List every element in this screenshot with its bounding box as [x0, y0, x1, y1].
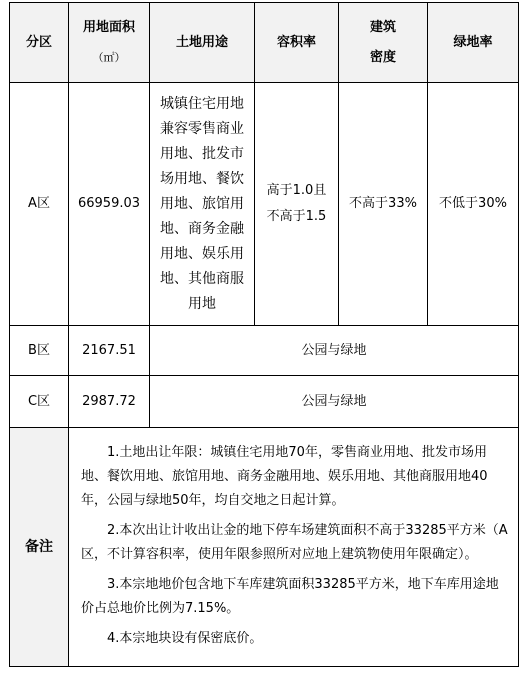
header-far: 容积率 [255, 3, 339, 83]
header-land-use: 土地用途 [150, 3, 255, 83]
header-green-ratio: 绿地率 [428, 3, 519, 83]
area-cell: 66959.03 [69, 83, 150, 326]
table-row-b [10, 326, 519, 376]
zone-cell: A区 [10, 83, 69, 326]
land-use-cell: 公园与绿地 [150, 376, 519, 428]
zone-cell: C区 [10, 376, 69, 428]
note-item: 3.本宗地地价包含地下车库建筑面积33285平方米，地下车库用途地价占总地价比例为7.15%。 [81, 577, 499, 616]
land-use-cell: 公园与绿地 [150, 326, 519, 376]
land-use-cell: 城镇住宅用地兼容零售商业用地、批发市场用地、餐饮用地、旅馆用地、商务金融用地、娱乐用地、其他商服用地 [150, 83, 255, 326]
note-item: 4.本宗地块设有保密底价。 [107, 631, 263, 646]
header-density [339, 3, 428, 83]
density-cell: 不高于33% [339, 83, 428, 326]
header-zone: 分区 [10, 3, 69, 83]
note-item: 1.土地出让年限：城镇住宅用地70年，零售商业用地、批发市场用地、餐饮用地、旅馆用地、商务金融用地、娱乐用地、其他商服用地40年，公园与绿地50年，均自交地之日起计算。 [81, 445, 488, 508]
land-parcel-table [9, 2, 519, 667]
header-row [10, 3, 519, 83]
header-density-line1: 建筑 [369, 19, 396, 35]
header-area-unit: （㎡） [92, 50, 126, 64]
far-cell [255, 83, 339, 326]
far-line2: 不高于1.5 [266, 209, 327, 224]
zone-cell: B区 [10, 326, 69, 376]
note-item: 2.本次出让计收出让金的地下停车场建筑面积不高于33285平方米（A区，不计算容积率，使用年限参照所对应地上建筑物使用年限确定）。 [81, 523, 508, 562]
green-ratio-cell: 不低于30% [428, 83, 519, 326]
notes-cell [69, 428, 519, 667]
table-row-c [10, 376, 519, 428]
header-density-line2: 密度 [369, 49, 396, 65]
table-row-a [10, 83, 519, 326]
area-cell: 2167.51 [69, 326, 150, 376]
header-area [69, 3, 150, 83]
notes-row [10, 428, 519, 667]
header-area-label: 用地面积 [82, 19, 135, 35]
notes-label: 备注 [10, 428, 69, 667]
area-cell: 2987.72 [69, 376, 150, 428]
far-line1: 高于1.0且 [266, 183, 327, 198]
